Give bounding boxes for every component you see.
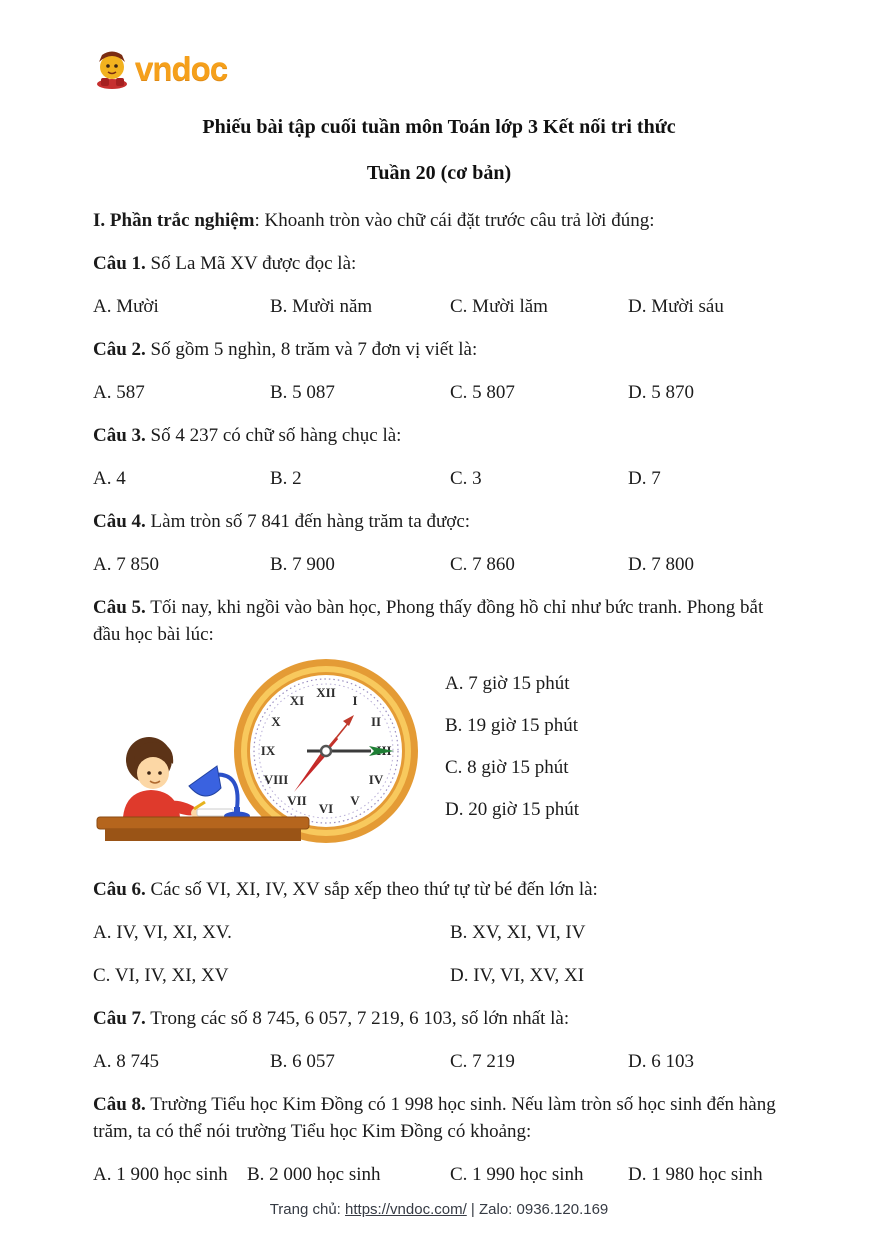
question-3 <box>93 422 785 449</box>
question-5-figure-row <box>93 656 785 858</box>
option-a: A. 8 745 <box>93 1051 159 1072</box>
question-8 <box>93 1091 785 1145</box>
question-2-label: Câu 2. <box>93 339 146 360</box>
question-5-label: Câu 5. <box>93 597 146 618</box>
option-d: D. IV, VI, XV, XI <box>450 965 585 986</box>
option-b: B. 19 giờ 15 phút <box>445 715 579 736</box>
option-d: D. 7 800 <box>628 554 694 575</box>
page-title: Phiếu bài tập cuối tuần môn Toán lớp 3 Kết nối tri thức <box>202 116 676 138</box>
clock-numeral: IV <box>368 772 384 787</box>
option-b: B. XV, XI, VI, IV <box>450 922 586 943</box>
option-c: C. 7 860 <box>450 554 515 575</box>
clock-numeral: XII <box>316 685 336 700</box>
question-8-options <box>93 1161 785 1188</box>
option-d: D. 5 870 <box>628 382 694 403</box>
question-5-illustration <box>93 656 445 858</box>
question-6-label: Câu 6. <box>93 879 146 900</box>
option-a: A. IV, VI, XI, XV. <box>93 922 232 943</box>
vndoc-logo <box>93 46 785 92</box>
clock-numeral: X <box>271 714 281 729</box>
option-c: C. Mười lăm <box>450 296 548 317</box>
option-c: C. 5 807 <box>450 382 515 403</box>
option-b: B. 2 000 học sinh <box>247 1164 381 1185</box>
question-2-text: Số gồm 5 nghìn, 8 trăm và 7 đơn vị viết là: <box>150 339 478 360</box>
question-5-options <box>445 656 579 838</box>
option-a: A. 7 giờ 15 phút <box>445 673 570 694</box>
option-a: A. Mười <box>93 296 159 317</box>
homepage-link[interactable]: https://vndoc.com/ <box>345 1201 467 1218</box>
option-c: C. 1 990 học sinh <box>450 1164 584 1185</box>
footer-zalo: | Zalo: 0936.120.169 <box>466 1201 609 1218</box>
clock-numeral: XI <box>289 693 305 708</box>
option-b: B. 2 <box>270 468 302 489</box>
boy-and-clock-illustration <box>93 656 445 852</box>
question-2 <box>93 336 785 363</box>
option-d: D. 7 <box>628 468 661 489</box>
option-b: B. Mười năm <box>270 296 373 317</box>
question-1 <box>93 250 785 277</box>
option-a: A. 4 <box>93 468 126 489</box>
question-2-options <box>93 379 785 406</box>
clock-numeral: VIII <box>263 772 289 787</box>
question-6-options <box>93 919 785 989</box>
clock-numeral: VI <box>318 801 334 816</box>
page-subtitle: Tuần 20 (cơ bản) <box>366 162 512 184</box>
question-5-text: Tối nay, khi ngồi vào bàn học, Phong thấy đồng hồ chỉ như bức tranh. Phong bắt đầu học bài lúc: <box>93 597 764 645</box>
question-4-options <box>93 551 785 578</box>
clock-numeral: VII <box>287 793 307 808</box>
option-a: A. 1 900 học sinh <box>93 1164 228 1185</box>
question-8-text: Trường Tiểu học Kim Đồng có 1 998 học sinh. Nếu làm tròn số học sinh đến hàng trăm, ta có thể nói trường Tiểu học Kim Đồng có khoảng: <box>93 1094 776 1142</box>
question-4-label: Câu 4. <box>93 511 146 532</box>
option-a: A. 7 850 <box>93 554 159 575</box>
clock-numeral: V <box>350 793 360 808</box>
option-b: B. 7 900 <box>270 554 335 575</box>
desk-icon <box>97 817 309 829</box>
question-7 <box>93 1005 785 1032</box>
question-7-text: Trong các số 8 745, 6 057, 7 219, 6 103, số lớn nhất là: <box>150 1008 570 1029</box>
option-d: D. 20 giờ 15 phút <box>445 799 580 820</box>
vndoc-mascot-icon <box>93 48 133 90</box>
section-label: I. Phần trắc nghiệm <box>93 210 255 231</box>
option-d: D. 1 980 học sinh <box>628 1164 763 1185</box>
option-c: C. 7 219 <box>450 1051 515 1072</box>
question-3-label: Câu 3. <box>93 425 146 446</box>
option-c: C. 3 <box>450 468 482 489</box>
clock-illustration <box>234 659 418 843</box>
question-1-label: Câu 1. <box>93 253 146 274</box>
question-3-options <box>93 465 785 492</box>
clock-center <box>321 746 331 756</box>
page-footer <box>93 1191 785 1218</box>
question-3-text: Số 4 237 có chữ số hàng chục là: <box>150 425 402 446</box>
question-4 <box>93 508 785 535</box>
pencil-icon <box>194 802 205 809</box>
footer-prefix: Trang chủ: <box>269 1201 346 1218</box>
option-b: B. 5 087 <box>270 382 335 403</box>
question-1-text: Số La Mã XV được đọc là: <box>150 253 357 274</box>
question-4-text: Làm tròn số 7 841 đến hàng trăm ta được: <box>150 511 471 532</box>
question-5 <box>93 594 785 648</box>
question-7-options <box>93 1048 785 1075</box>
option-b: B. 6 057 <box>270 1051 335 1072</box>
clock-numeral: IX <box>260 743 276 758</box>
question-6-text: Các số VI, XI, IV, XV sắp xếp theo thứ tự từ bé đến lớn là: <box>150 879 598 900</box>
question-7-label: Câu 7. <box>93 1008 146 1029</box>
question-6 <box>93 876 785 903</box>
section-instruction: : Khoanh tròn vào chữ cái đặt trước câu trả lời đúng: <box>254 210 655 231</box>
vndoc-logo-text: vndoc <box>135 50 228 87</box>
clock-numeral: I <box>352 693 358 708</box>
option-d: D. 6 103 <box>628 1051 694 1072</box>
option-c: C. 8 giờ 15 phút <box>445 757 569 778</box>
question-8-label: Câu 8. <box>93 1094 146 1115</box>
clock-numeral: II <box>370 714 382 729</box>
option-a: A. 587 <box>93 382 145 403</box>
option-d: D. Mười sáu <box>628 296 724 317</box>
question-1-options <box>93 293 785 320</box>
section-heading <box>93 208 785 234</box>
option-c: C. VI, IV, XI, XV <box>93 965 229 986</box>
